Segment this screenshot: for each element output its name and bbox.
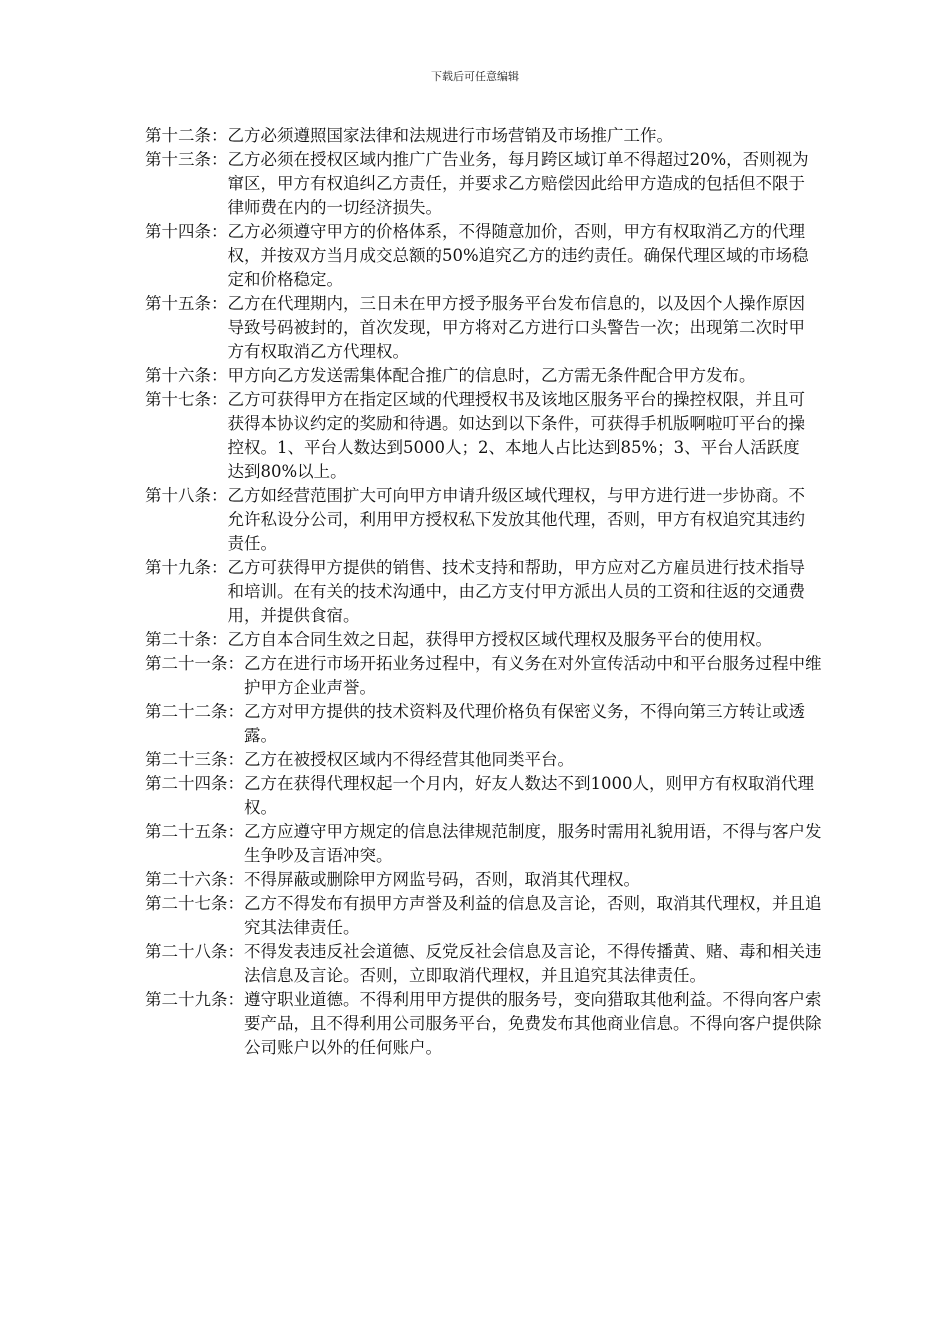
clause-label: 第十四条： (145, 222, 228, 241)
clause-label: 第二十七条： (145, 894, 244, 913)
clause-label: 第二十九条： (145, 990, 244, 1009)
clause-label: 第十二条： (145, 126, 228, 145)
clause-14 (145, 220, 825, 292)
clause-text: 乙方可获得甲方在指定区域的代理授权书及该地区服务平台的操控权限，并且可获得本协议约定的奖励和待遇。如达到以下条件，可获得手机版啊啦叮平台的操控权。1、平台人数达到5000人；2、本地人占比达到85%；3、平台人活跃度达到80%以上。 (227, 390, 805, 481)
clause-label: 第十三条： (145, 150, 228, 169)
clause-text: 遵守职业道德。不得利用甲方提供的服务号，变向猎取其他利益。不得向客户索要产品，且不得利用公司服务平台，免费发布其他商业信息。不得向客户提供除公司账户以外的任何账户。 (244, 990, 822, 1057)
clause-text: 乙方在被授权区域内不得经营其他同类平台。 (244, 750, 574, 769)
clause-29 (145, 988, 825, 1060)
clause-label: 第二十四条： (145, 774, 244, 793)
clause-text: 不得屏蔽或删除甲方网监号码，否则，取消其代理权。 (244, 870, 640, 889)
clause-list (145, 124, 825, 1060)
clause-text: 乙方不得发布有损甲方声誉及利益的信息及言论，否则，取消其代理权，并且追究其法律责任。 (244, 894, 822, 937)
clause-text: 乙方对甲方提供的技术资料及代理价格负有保密义务，不得向第三方转让或透露。 (244, 702, 805, 745)
clause-label: 第二十六条： (145, 870, 244, 889)
clause-text: 乙方在进行市场开拓业务过程中，有义务在对外宣传活动中和平台服务过程中维护甲方企业声誉。 (244, 654, 822, 697)
clause-label: 第二十条： (145, 630, 228, 649)
clause-label: 第十七条： (145, 390, 228, 409)
clause-label: 第二十二条： (145, 702, 244, 721)
clause-18 (145, 484, 825, 556)
clause-label: 第十六条： (145, 366, 228, 385)
clause-label: 第二十五条： (145, 822, 244, 841)
clause-text: 不得发表违反社会道德、反党反社会信息及言论，不得传播黄、赌、毒和相关违法信息及言论。否则，立即取消代理权，并且追究其法律责任。 (244, 942, 822, 985)
clause-text: 乙方在代理期内，三日未在甲方授予服务平台发布信息的，以及因个人操作原因导致号码被封的，首次发现，甲方将对乙方进行口头警告一次；出现第二次时甲方有权取消乙方代理权。 (227, 294, 805, 361)
clause-text: 乙方自本合同生效之日起，获得甲方授权区域代理权及服务平台的使用权。 (227, 630, 772, 649)
clause-26 (145, 868, 825, 892)
clause-27 (145, 892, 825, 940)
clause-text: 甲方向乙方发送需集体配合推广的信息时，乙方需无条件配合甲方发布。 (227, 366, 756, 385)
clause-28 (145, 940, 825, 988)
clause-16 (145, 364, 825, 388)
clause-label: 第二十八条： (145, 942, 244, 961)
clause-17 (145, 388, 825, 484)
clause-label: 第十八条： (145, 486, 228, 505)
clause-15 (145, 292, 825, 364)
clause-22 (145, 700, 825, 748)
clause-label: 第十九条： (145, 558, 228, 577)
clause-25 (145, 820, 825, 868)
clause-20 (145, 628, 825, 652)
clause-label: 第二十三条： (145, 750, 244, 769)
clause-text: 乙方可获得甲方提供的销售、技术支持和帮助，甲方应对乙方雇员进行技术指导和培训。在有关的技术沟通中，由乙方支付甲方派出人员的工资和往返的交通费用，并提供食宿。 (227, 558, 805, 625)
clause-23 (145, 748, 825, 772)
clause-text: 乙方必须遵照国家法律和法规进行市场营销及市场推广工作。 (227, 126, 673, 145)
clause-text: 乙方如经营范围扩大可向甲方申请升级区域代理权，与甲方进行进一步协商。不允许私设分公司，利用甲方授权私下发放其他代理，否则，甲方有权追究其违约责任。 (227, 486, 805, 553)
clause-text: 乙方应遵守甲方规定的信息法律规范制度，服务时需用礼貌用语，不得与客户发生争吵及言语冲突。 (244, 822, 822, 865)
clause-text: 乙方必须在授权区域内推广广告业务，每月跨区域订单不得超过20%，否则视为窜区，甲方有权追纠乙方责任，并要求乙方赔偿因此给甲方造成的包括但不限于律师费在内的一切经济损失。 (227, 150, 809, 217)
clause-21 (145, 652, 825, 700)
clause-13 (145, 148, 825, 220)
page-header: 下载后可任意编辑 (431, 70, 519, 83)
clause-label: 第十五条： (145, 294, 228, 313)
clause-24 (145, 772, 825, 820)
clause-text: 乙方在获得代理权起一个月内，好友人数达不到1000人，则甲方有权取消代理权。 (244, 774, 814, 817)
clause-text: 乙方必须遵守甲方的价格体系，不得随意加价，否则，甲方有权取消乙方的代理权，并按双方当月成交总额的50%追究乙方的违约责任。确保代理区域的市场稳定和价格稳定。 (227, 222, 809, 289)
clause-12 (145, 124, 825, 148)
clause-label: 第二十一条： (145, 654, 244, 673)
clause-19 (145, 556, 825, 628)
